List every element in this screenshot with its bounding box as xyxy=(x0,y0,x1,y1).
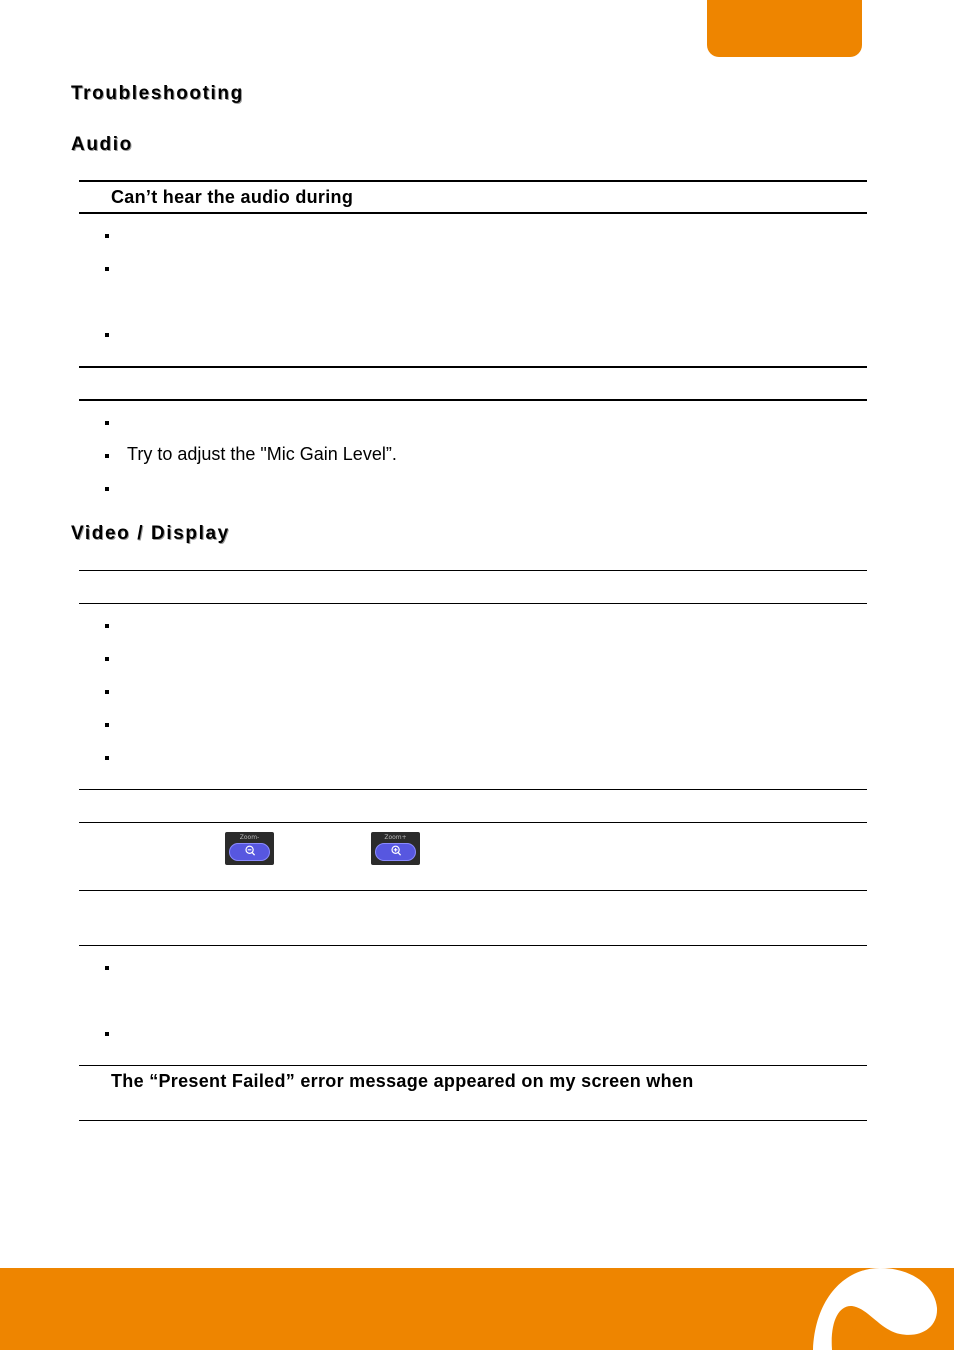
table-rule xyxy=(79,180,867,182)
zoom-in-icon xyxy=(391,845,402,857)
list-bullet xyxy=(105,267,109,271)
list-bullet xyxy=(105,756,109,760)
zoom-out-icon xyxy=(245,845,256,857)
footer-band xyxy=(0,1268,954,1350)
list-bullet xyxy=(105,723,109,727)
list-bullet xyxy=(105,657,109,661)
zoom-in-button xyxy=(371,832,420,865)
zoom-in-label: Zoom+ xyxy=(384,834,407,841)
brand-logo-icon xyxy=(0,1268,954,1350)
zoom-out-label: Zoom- xyxy=(239,834,260,841)
list-bullet xyxy=(105,333,109,337)
table-rule xyxy=(79,570,867,571)
table-rule xyxy=(79,212,867,214)
section-title-troubleshooting: Troubleshooting xyxy=(71,83,244,104)
page-tab xyxy=(707,0,862,57)
list-bullet xyxy=(105,234,109,238)
list-bullet xyxy=(105,1032,109,1036)
answer-mic-gain: Try to adjust the "Mic Gain Level”. xyxy=(127,444,397,464)
zoom-out-button xyxy=(225,832,274,865)
table-rule xyxy=(79,399,867,401)
table-rule xyxy=(79,789,867,790)
list-bullet xyxy=(105,487,109,491)
list-bullet xyxy=(105,966,109,970)
question-present-failed: The “Present Failed” error message appeared on my screen when xyxy=(111,1071,694,1091)
table-rule xyxy=(79,945,867,946)
section-title-video-display: Video / Display xyxy=(71,523,230,544)
table-rule xyxy=(79,1120,867,1121)
table-rule xyxy=(79,1065,867,1066)
section-title-audio: Audio xyxy=(71,134,133,155)
list-bullet xyxy=(105,454,109,458)
list-bullet xyxy=(105,421,109,425)
list-bullet xyxy=(105,624,109,628)
table-rule xyxy=(79,603,867,604)
table-rule xyxy=(79,366,867,368)
table-rule xyxy=(79,890,867,891)
table-rule xyxy=(79,822,867,823)
list-bullet xyxy=(105,690,109,694)
question-no-audio: Can’t hear the audio during xyxy=(111,187,354,207)
